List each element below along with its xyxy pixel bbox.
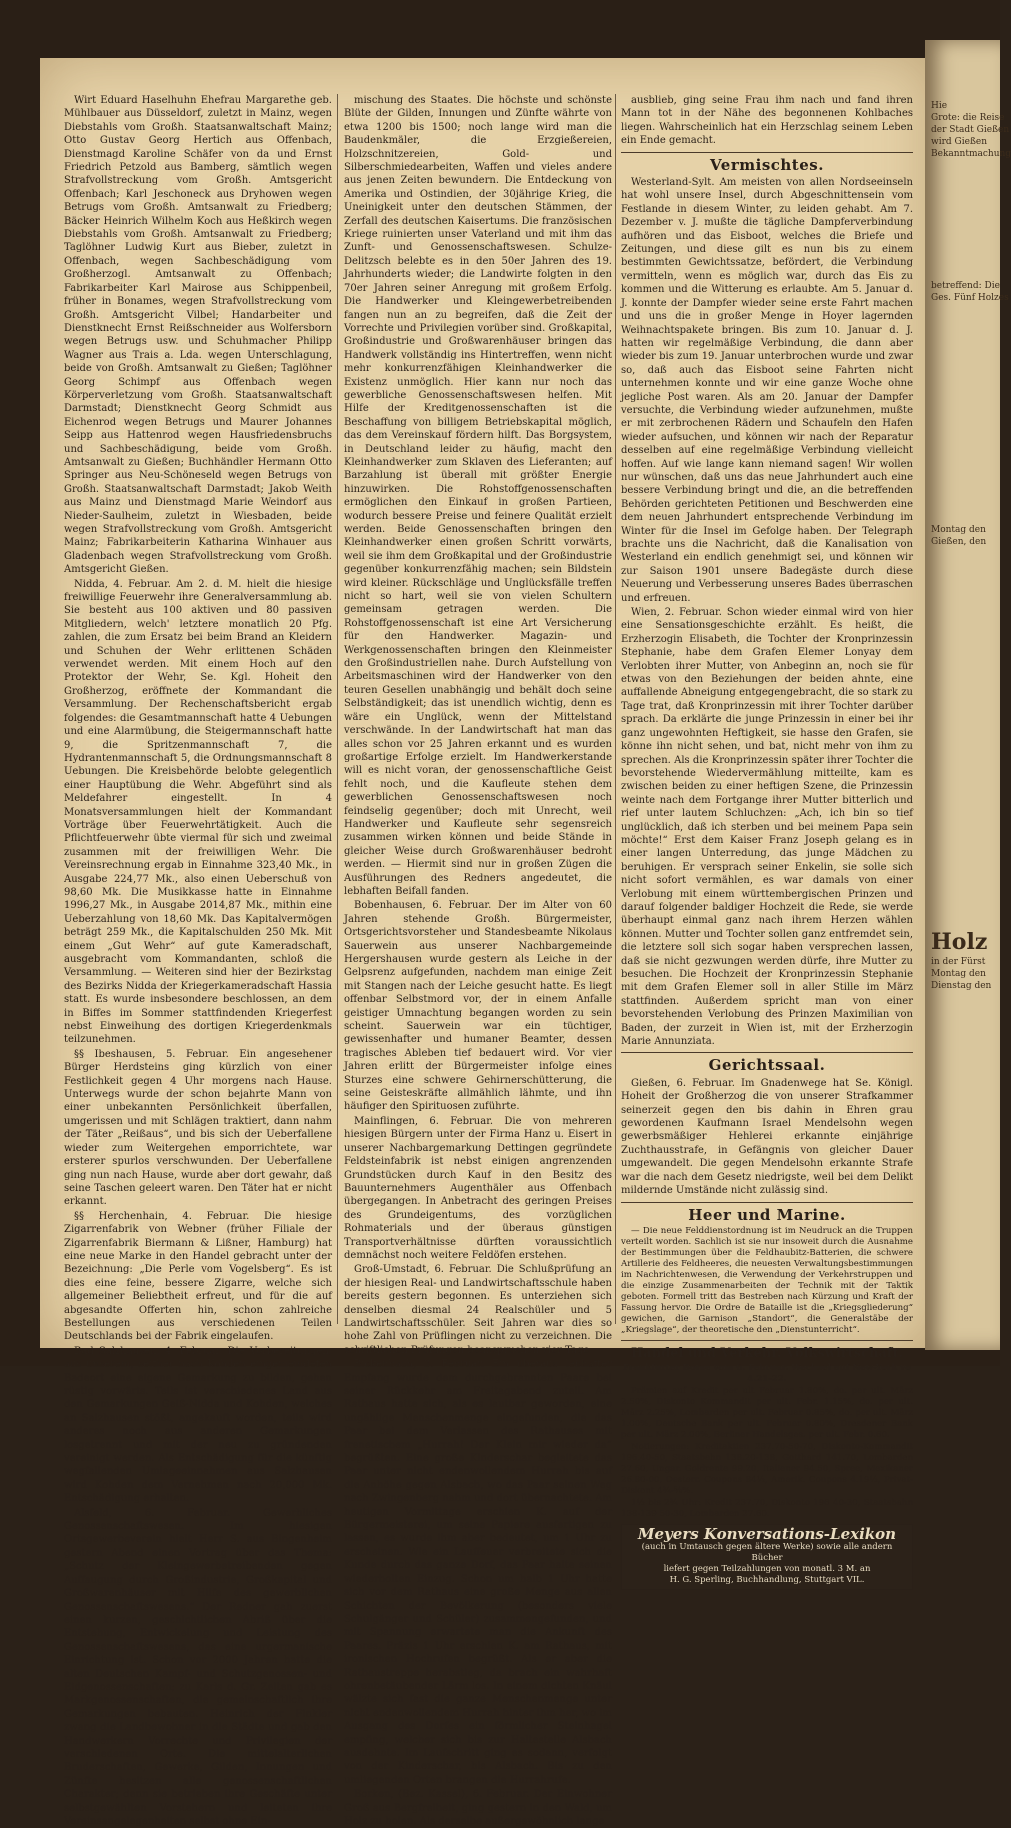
edge-text: betreffend: Die (931, 281, 1000, 291)
section-heading: Handel und Verkehr. Volkswirtschaft. (631, 1345, 903, 1361)
edge-text: Grote: die Reise (931, 113, 1005, 123)
edge-text: wird Gießen (931, 137, 988, 147)
ad-text: liefert gegen Teilzahlungen von monatl. 3 M. an (663, 1563, 871, 1574)
ad-text: (auch in Umtausch gegen ältere Werke) sowie alle andern Bücher (641, 1541, 893, 1563)
article-felddienstordnung: — Die neue Felddienstordnung ist im Neudruck an die Truppen verteilt worden. Sachlich ist sie nur insoweit durch die Ausnahme der Bestimmungen über die Feldhaubitz-Batterien, die schwere Artillerie des Feldheeres, die neuesten Verwaltungsbestimmungen im Nachrichtenwesen, die Verwendung der Verkehrstruppen und die einzige Zusammenarbeiten der Technik mit der Taktik geboten. Formell tritt das Bestreben nach Kürzung und Kraft der Fassung hervor. Die Ordre de Bataille ist die „Kriegsgliederung“ gewichen, die Garnison „Standort“, die Generalstäbe der „Kriegslage“, der theoretische den „Dienstunterricht“. (621, 1225, 913, 1335)
column-rule (337, 94, 338, 1324)
section-heading: Vermischtes. (710, 155, 824, 174)
column-rule (615, 94, 616, 1324)
article-wien: Wien, 2. Februar. Schon wieder einmal wird von hier eine Sensationsgeschichte erzählt. Es heißt, die Erzherzogin Elisabeth, die Tochter der Kronprinzessin Stephanie, habe dem Grafen Elemer Lonyay dem Verlobten ihrer Mutter, von Anbeginn an, noch sie für etwas von den Beziehungen der beiden ahnte, eine auffallende Abneigung entgegengebracht, die so stark zu Tage trat, daß Kronprinzessin mit ihrer Tochter darüber sprach. Da erklärte die junge Prinzessin in einer bei ihr ganz ungewohnten Heftigkeit, sie hasse den Grafen, sie könne ihn nicht sehen, und bat, nicht mehr von ihm zu sprechen. Als die Kronprinzessin später ihrer Tochter die bevorstehende Wiedervermählung mitteilte, kam es zwischen beiden zu einer heftigen Szene, die Prinzessin weinte nach dem Fortgange ihrer Mutter bitterlich und rief unter lautem Schluchzen: „Ach, ich bin so tief unglücklich, daß ich sterben und bei meinem Papa sein möchte!“ Erst dem Kaiser Franz Joseph gelang es in einer langen Unterredung, das junge Mädchen zu beruhigen. Er versprach seiner Enkelin, sie solle sich nicht sofort vermählen, es war damals von einer Verlobung mit einem württembergischen Prinzen und darauf folgender baldiger Hochzeit die Rede, sie werde überhaupt einmal ganz nach ihrem Herzen wählen können. Mutter und Tochter sollen ganz entfremdet sein, die letztere soll sich sogar haben versprechen lassen, daß sie nicht gezwungen werden dürfe, ihre Mutter zu besuchen. Die Hochzeit der Kronprinzessin Stephanie mit dem Grafen Elemer soll in aller Stille im März stattfinden. Außerdem spricht man von einer bevorstehenden Verlobung des Prinzen Maximilian von Baden, der zurzeit in Wien ist, mit der Erzherzogin Marie Annunziata. (621, 607, 913, 1048)
adjacent-page-edge (925, 40, 1011, 1350)
edge-text: der Stadt Gießen (931, 125, 1010, 135)
boerse-late: 1½ bis 2¾ Uhr: Kredit 237.70, Diskonto 196 40-30, Staatsbahn 138-139 50-30, Lombarden 27.60. (621, 1498, 913, 1520)
edge-text: Gießen, den (931, 537, 987, 547)
article-mainflingen: Mainflingen, 6. Februar. Die von mehreren hiesigen Bürgern unter der Firma Hanz u. Eisert in unserer Nachbargemarkung Dettingen gegründete Feldsteinfabrik ist nebst einigen angrenzenden Grundstücken durch Kauf in den Besitz des Bauunternehmers Augenthäler aus Offenbach übergegangen. In Anbetracht des geringen Preises des Grundeigentums, des vorzüglichen Rohmaterials und der überaus günstigen Transportverhältnisse dürften voraussichtlich demnächst noch weitere Feldöfen erstehen. (344, 1115, 612, 1261)
boerse-praemien: Prämien auf Kredit per ult Februar 1.80%, do. per ult. März 2.50%, Diskonto Kommandit per ult. Febr. 1.15%, do. per ult. März 2.25%, Lombarden per ult. Februar 0.85%, do. per ult. März 1.00%, Deutsche Bank per ult. Februar 0.80%, Dresdener Bank per ult. März 2.00%, Berliner Handelsges. per ult. Febr. 0.60. (621, 1386, 913, 1441)
article-borken: Borken, (Bez. Kassel), 6. Februar. Der Einwohner Groß aus Bergfreiheit, ging gestern in den Wald, um Holz zu holen. Als derselbe außergewöhnlich lange (344, 1789, 612, 1827)
section-heading: Heer und Marine. (688, 1205, 846, 1224)
divider (621, 1340, 913, 1341)
article-ibeshausen: §§ Ibeshausen, 5. Februar. Ein angesehener Bürger Herdsteins ging kürzlich von einer Festlichkeit gegen 4 Uhr morgens nach Hause. Unterwegs wurde der schon bejahrte Mann von einer unbekannten Persönlichkeit überfallen, umgerissen und mit Schlägen traktiert, dann nahm der Täter „Reißaus“, und bis sich der Ueberfallene wieder zum Weitergehen emporrichtete, war ersterer spurlos verschwunden. Der Ueberfallene ging nun nach Hause, wurde aber dort gewahr, daß seine Taschen geleert waren. Den Täter hat er nicht erkannt. (64, 1048, 332, 1208)
article-bad-salzhausen: Bad Salzhausen, 4. Februar. Die Vorbereitungen, aus unserem, seither nach Kohden eingemeindeten Badeort eine eigene Gemarkung zu bilden, gehen rüstig vorwärts. Teils ist verschiedenes Land aus den Gemarkungen Geiß-Nidda und Kohden, welches an Salzhausen stößt, angekauft worden, teils wird anderes noch aus anderen Gemarkungen losgetrennt und mit der neu zu gründenden vereinigt werden. Als Entschädigung für die künftig wegfallenden Umlageeinnahmen aus Salzhausen wird Kohden dem Vernehmen nach 20,000 Mk. Entschädigung erhalten. (64, 1345, 332, 1505)
article-gross-umstadt: Groß-Umstadt, 6. Februar. Die Schlußprüfung an der hiesigen Real- und Landwirtschaftsschule haben bereits gestern begonnen. Es unterziehen sich denselben diesmal 24 Realschüler und 5 Landwirtschaftsschüler. Seit Jahren war dies so hohe Zahl von Prüflingen nicht zu verzeichnen. Die schriftlichen Prüfungen beanspruchen vier Tage. (344, 1264, 612, 1356)
column-2 (344, 94, 612, 1827)
article-nidda: Nidda, 4. Februar. Am 2. d. M. hielt die hiesige freiwillige Feuerwehr ihre Generalversammlung ab. Sie besteht aus 100 aktiven und 80 passiven Mitgliedern, welch' letztere monatlich 20 Pfg. zahlen, die zum Ersatz bei beim Brand an Kleidern und Schuhen der Wehr erlittenen Schäden verwendet werden. Mit einem Hoch auf den Protektor der Wehr, Se. Kgl. Hoheit den Großherzog, eröffnete der Kommandant die Versammlung. Der Rechenschaftsbericht ergab folgendes: die Gesamtmannschaft hatte 4 Uebungen und eine Alarmübung, die Steigermannschaft hatte 9, die Spritzenmannschaft 7, die Hydrantenmannschaft 5, die Ordnungsmannschaft 8 Uebungen. Die Kreisbehörde belobte gelegentlich einer Hauptübung die Wehr. Abgeführt sind als Meldefahrer eingestellt. In 4 Monatsversammlungen hielt der Kommandant Vorträge über Feuerwehrtätigkeit. Auch die Pflichtfeuerwehr übte viermal für sich und zweimal zusammen mit der freiwilligen Wehr. Die Vereinsrechnung ergab in Einnahme 323,40 Mk., in Ausgabe 224,77 Mk., also einen Ueberschuß von 98,60 Mk. Die Musikkasse hatte in Einnahme 1996,27 Mk., in Ausgabe 2014,87 Mk., mithin eine Ueberzahlung von 18,60 Mk. Das Kapitalvermögen beträgt 259 Mk., die Kapitalschulden 250 Mk. Mit einem „Gut Wehr“ auf gute Kameradschaft, ausgebracht vom Kommandanten, schloß die Versammlung. — Weiteren sind hier der Bezirkstag des Bezirks Nidda der Kriegerkameradschaft Hassia statt. Es wurde insbesondere beschlossen, an dem in Biffes im Sommer stattfindenden Kriegerfest nebst Einweihung des dortigen Kriegerdenkmals teilzunehmen. (64, 578, 332, 1046)
article-bickenbach: Bickenbach, 3. Februar. Ein überaus lebhafter Empfang wurde dem durchgebrannten Paare bei seiner Rückkehr am Freitagabend zuteil. Am Rathaus hatte sich, als es lautbar geworden, eine ungählige Menschenmenge eingefunden, die das Paar bei dem Verlassen des Rathauses mit frenetischem „Hurrah! Der Klein mir wieder da“ begrüßten. Eine große Kinderschar begleitete das Paar unter nicht endenwollendem Hurrah bis auf die Anhöhe gegen Alsbach, wo das Paar seinen Weg nach Zwingenberg nahm und dort übernachtete. Am heutigen Vormittage erschien K. auf der Bürgermeisterei, um seine Papiere ausfertigen zu lassen, es wurde ihm aber bedeutet, um 1 Uhr zu erscheinen. Wie ein Lauffeuer verbreitete sich die Kunde durch das ganze Dorf, das Paar halte seinen wiederholten Einzug. Schon um halb 1 Uhr hatte sich vor dem Rathaus eine große Menge aus allen Schichten der Bevölkerung (besonders viele Schulgänger und Schüler) zusammengefunden, und mit Spannung erwartete man die Ankunft des Paares. Präzis 1 Uhr erschien K. am Rathaus, mit ironischen Hochrufen begrüßt. Als er aber die Rathaustreppe herabstieg, da brach ein wahrhaft ohrenbetäubender Lärm los. In einem dichten Knäul wälzte sich fast die ganze Menschenmenge unter nicht endenwollendem Hurrah hinter ihm her, wo im Ausgang des Dorfes ein förmlicher Steinhagel empfing, welcher sich bis zur Haltestelle Alsbach ausdehnte. Im Laufschritt ging es sodann, verfolgt von der Kinderschar, bis Alsbach. Bis zu den umliegenden Orten brangen die Hurrahrufe. (344, 1359, 612, 1786)
divider (621, 152, 913, 153)
article-bobenhausen: Bobenhausen, 6. Februar. Der im Alter von 60 Jahren stehende Großh. Bürgermeister, Ortsgerichtsvorsteher und Standesbeamte Nikolaus Sauerwein aus unserer Nachbargemeinde Hergershausen wurde gestern als Leiche in der Gelpsrenz aufgefunden, nachdem man einige Zeit mit Stangen nach der Leiche gesucht hatte. Es liegt offenbar Selbstmord vor, der in einem Anfalle geistiger Umnachtung begangen worden zu sein scheint. Sauerwein war ein tüchtiger, gewissenhafter und humaner Beamter, dessen tragisches Ableben tief bedauert wird. Vor vier Jahren erlitt der Bürgermeister infolge eines Sturzes eine schwere Gehirnerschütterung, die seine Geisteskräfte allmählich lähmte, und ihn häufiger den Spirituosen zuführte. (344, 900, 612, 1113)
ad-text: H. G. Sperling, Buchhandlung, Stuttgart VIL. (669, 1574, 865, 1585)
article-herchenhain: §§ Herchenhain, 4. Februar. Die hiesige Zigarrenfabrik von Webner (früher Filiale der Zigarrenfabrik Biermann & Lißner, Hamburg) hat eine neue Marke in den Handel gebracht unter der Bezeichnung: „Die Perle vom Vogelsberg“. Es ist dies eine feine, bessere Zigarre, welche sich allgemeiner Beliebtheit erfreut, und für die auf abgesandte Offerten hin, schon zahlreiche Bestellungen aus verschiedenen Teilen Deutschlands bei der Fabrik eingelaufen. (64, 1210, 332, 1343)
edge-heading: Holz (931, 929, 988, 955)
edge-text: Montag den (931, 525, 986, 535)
section-heading: Gerichtssaal. (708, 1056, 826, 1075)
article-continued: ausblieb, ging seine Frau ihm nach und fand ihren Mann tot in der Nähe des begonnenen Kohlbaches liegen. Wahrscheinlich hat ein Herzschlag seinem Leben ein Ende gemacht. (621, 95, 913, 147)
edge-text: in der Fürst (931, 957, 986, 967)
boerse-heading: Frankfurter Börse vom 6. Februar. Wechsel auf New-York vo 4.21-22. (622, 1363, 912, 1385)
article-wanted-list: Wirt Eduard Haselhuhn Ehefrau Margarethe geb. Mühlbauer aus Düsseldorf, zuletzt in Mainz, wegen Diebstahls vom Großh. Staatsanwaltschaft Mainz; Otto Gustav Georg Hertich aus Offenbach, Dienstmagd Karoline Schäfer von da und Ernst Friedrich Petzold aus Bamberg, sämtlich wegen Strafvollstreckung vom Großh. Amtsgericht Offenbach; Karl Jeschoneck aus Dryhowen wegen Betrugs vom Großh. Amtsanwalt zu Friedberg; Bäcker Heinrich Wilhelm Koch aus Heßkirch wegen Diebstahls vom Großh. Amtsanwalt zu Friedberg; Taglöhner Ludwig Kurt aus Bieber, zuletzt in Offenbach, wegen Sachbeschädigung vom Großherzogl. Amtsanwalt zu Offenbach; Fabrikarbeiter Karl Mairose aus Schippenbeil, früher in Bonames, wegen Strafvollstreckung vom Großh. Amtsgericht Vilbel; Handarbeiter und Dienstknecht Ernst Reißschneider aus Wolfersborn wegen Betrugs usw. und Schuhmacher Philipp Wagner aus Trais a. Lda. wegen Unterschlagung, beide von Großh. Amtsanwalt zu Gießen; Taglöhner Georg Schimpf aus Offenbach wegen Körperverletzung vom Großh. Staatsanwaltschaft Darmstadt; Dienstknecht Georg Schmidt aus Eichenrod wegen Betrugs und Maurer Johannes Seipp aus Hattenrod wegen Hausfriedensbruchs und Sachbeschädigung, beide vom Großh. Amtsanwalt zu Gießen; Buchhändler Hermann Otto Springer aus Neu-Schöneseld wegen Betrugs von Großh. Staatsanwaltschaft Darmstadt; Jakob Weith aus Mainz und Dienstmagd Marie Weindorf aus Nieder-Saulheim, zuletzt in Wiesbaden, beide wegen Strafvollstreckung vom Großh. Amtsgericht Mainz; Fabrikarbeiterin Katharina Winhauer aus Gladenbach wegen Strafvollstreckung vom Großh. Amtsgericht Gießen. (64, 95, 332, 576)
article-giessen: Gießen, 6. Februar. Im Gnadenwege hat Se. Königl. Hoheit der Großherzog die von unserer Strafkammer seinerzeit gegen den bis dahin in Ehren grau gewordenen Kaufmann Israel Mendelsohn wegen gewerbsmäßiger Hehlerei erkannte einjährige Zuchthausstrafe, in Gefängnis von gleicher Dauer umgewandelt. Die gegen Mendelsohn erkannte Strafe war die nach dem Gesetz niedrigste, weil bei dem Delikt mildernde Umstände nicht zulässig sind. (621, 1077, 913, 1197)
article-westerland: Westerland-Sylt. Am meisten von allen Nordseeinseln hat wohl unsere Insel, durch Abgeschnittensein vom Festlande in diesem Winter, zu leiden gehabt. Am 7. Dezember v. J. mußte die tägliche Dampferverbindung aufhören und das Eisboot, welches die Briefe und Zeitungen, und diese gilt es nun bis zu einem bestimmten Gewichtssatze, befördert, die Verbindung vermitteln, wenn es möglich war, durch das Eis zu kommen und die Witterung es erlaubte. Am 5. Januar d. J. konnte der Dampfer wieder seine erste Fahrt machen und uns die in großer Menge in Hoyer lagernden Weihnachtspakete bringen. Bis zum 10. Januar d. J. hatten wir regelmäßige Verbindung, die dann aber wieder bis zum 19. Januar unterbrochen wurde und zwar so, daß auch das Eisboot seine Fahrten nicht unternehmen konnte und wir eine ganze Woche ohne jegliche Post waren. Als am 20. Januar der Dampfer versuchte, die Verbindung wieder aufzunehmen, mußte er mit zerbrochenen Rädern und Schaufeln den Hafen wieder aufsuchen, und können wir nach der Reparatur desselben auf eine regelmäßige Verbindung vielleicht hoffen. Auf wie lange kann niemand sagen! Wir wollen nur wünschen, daß uns das neue Jahrhundert auch eine bessere Verbindung bringt und die, an die betreffenden Behörden gerichteten Petitionen und Beschwerden eine dem neuen Jahrhundert entsprechende Verbindung im Winter für die Insel im Gefolge haben. Der Telegraph brachte uns die Nachricht, daß die Kanalisation von Westerland ein endlich genehmigt sei, und können wir zur Saison 1901 unsere Badegäste durch diese Neuerung und Verbesserung unseres Bades überraschen und erfreuen. (621, 177, 913, 604)
article-continued: mischung des Staates. Die höchste und schönste Blüte der Gilden, Innungen und Zünfte währte von etwa 1200 bis 1500; noch lange wird man die Baudenkmäler, die Erzgießereien, Holzschnitzereien, Gold- und Silberschmiedearbeiten, Waffen und vieles andere aus jenen Zeiten bewundern. Die Entdeckung von Amerika und Ostindien, der 30jährige Krieg, die Uneinigkeit unter den deutschen Stämmen, der Zerfall des deutschen Kaisertums. Die französischen Kriege ruinierten unser Vaterland und mit ihm das Zunft- und Genossenschaftswesen. Schulze-Delitzsch belebte es in den 50er Jahren des 19. Jahrhunderts wieder; die Landwirte folgten in den 70er Jahren seiner Anregung mit großem Erfolg. Die Handwerker und Kleingewerbetreibenden fangen nun an zu begreifen, daß die Zeit der Vorrechte und Privilegien vorüber sind. Großkapital, Großindustrie und Großwarenhäuser bringen das Handwerk vollständig ins Hintertreffen, wenn nicht mehr konkurrenzfähigen Kleinhandwerker die Existenz unmöglich. Hier kann nur noch das gewerbliche Genossenschaftswesen helfen. Mit Hilfe der Kreditgenossenschaften ist die Beschaffung von billigem Betriebskapital möglich, das dem Vereinskauf fördern hilft. Das Borgsystem, in Deutschland leider zu häufig, macht den Kleinhandwerker zum Sklaven des Lieferanten; auf Barzahlung ist überall mit größter Energie hinzuwirken. Die Rohstoffgenossenschaften ermöglichen den Einkauf in großen Partieen, wodurch bessere Preise und feinere Qualität erzielt werden. Beide Genossenschaften bringen den Kleinhandwerker einen großen Schritt vorwärts, weil sie ihm dem Großkapital und der Großindustrie gegenüber konkurrenzfähig machen; sein Bildstein wird kleiner. Rückschläge und Unglücksfälle treffen nicht so hart, weil sie von vielen Schultern gemeinsam getragen werden. Die Rohstoffgenossenschaft ist eine Art Versicherung für den Handwerker. Magazin- und Werkgenossenschaften bringen den Kleinmeister den Großindustriellen nahe. Durch Aufstellung von Arbeitsmaschinen wird der Handwerker von den teuren Gesellen unabhängig und behält doch seine Selbständigkeit; das ist unendlich wichtig, denn es wäre ein Unglück, wenn der Mittelstand verschwände. In der Landwirtschaft hat man das alles schon vor 25 Jahren erkannt und es wurden großartige Erfolge erzielt. Im Handwerkerstande will es nicht voran, der genossenschaftliche Geist fehlt noch, und die Kaufleute stehen dem gewerblichen Genossenschaftswesen noch feindselig gegenüber; doch mit Unrecht, weil Handwerker und Kaufleute sehr segensreich zusammen wirken können und beide Stände in gleicher Weise durch Großwarenhäuser bedroht werden. — Hiermit sind nur in großen Zügen die Ausführungen des Redners angedeutet, die lebhaften Beifall fanden. (344, 95, 612, 897)
divider (621, 1052, 913, 1053)
column-3 (621, 94, 913, 1585)
boerse-notierungen: Notierungen: Kreditaktien 237.70-50-70, Diskonto-Kommandit 196.40-50, Staatsbahn 138.20-138, Gotthard 141.70, Lombarden 27.60, Ungar. Goldrente 99.20, Italiener 94.50, Spree, Mexikaner 26.80-00, Oesterr. Coupons 84½, Amerik. Coupons 4.19½, Privat-Diskont 4¾-⅝%. (621, 1442, 913, 1497)
edge-text: Montag den (931, 969, 986, 979)
edge-text: Dienstag den (931, 981, 992, 991)
article-alsfeld: Alsfeld, 6. Februar. Gewerbliches Genossenschaftswesen. Im hiesigen Ortsgewerbeverein hielt Herr S. aus Bingenheim gestern Abend einen Vortrag über das Thema: „Schutz der Kleingewerbetreibenden gegen Auffaugung durch Großindustrie, Großkapital und Großwarenhäuser mit Hilfe des gewerblichen Genossenschaftswesens.“ Der Redner gab zuerst einen kurzen, geschichtlichen Abriß über die Entstehung, Entwickelung und Leistung des Genossenschaftswesens, das eine urgermanische Einrichtung ist. Schon vor 2000 Jahren hatte die alten Deutschen Kampf- und Schutzgenossen- und Eidgenossenschaften; zu Karls d. Gr. Zeiten gab es Markgenossenschaften, die gemeinschaftlich ihre Gemarkungen bebauten. Heinrich der Finkler zwang die Landbewohner in die Städte und gab den Handwerkern Vorrechte und Privilegien der verschiedenen Orte. Die mittelalterlichen Bruderschaften, Gewerke, Gilden, Innungen und Zünfte besitzen alle genossenschaftlichen Charakter; denn sie betrieben ihre Geschäfte unter selbstgewählten Vorstehern und leiteten ihre Vereinsangelegenheiten selbst ohne Ein- (64, 1507, 332, 1827)
edge-text: Ges. Fünf Holzes (931, 293, 1009, 303)
divider (621, 1202, 913, 1203)
advertisement-lexikon (621, 1524, 913, 1589)
ad-title: Meyers Konversations-Lexikon (637, 1525, 897, 1544)
column-1 (64, 94, 332, 1827)
edge-text: Hie (931, 101, 948, 111)
edge-text: Bekanntmachung (931, 149, 1011, 159)
